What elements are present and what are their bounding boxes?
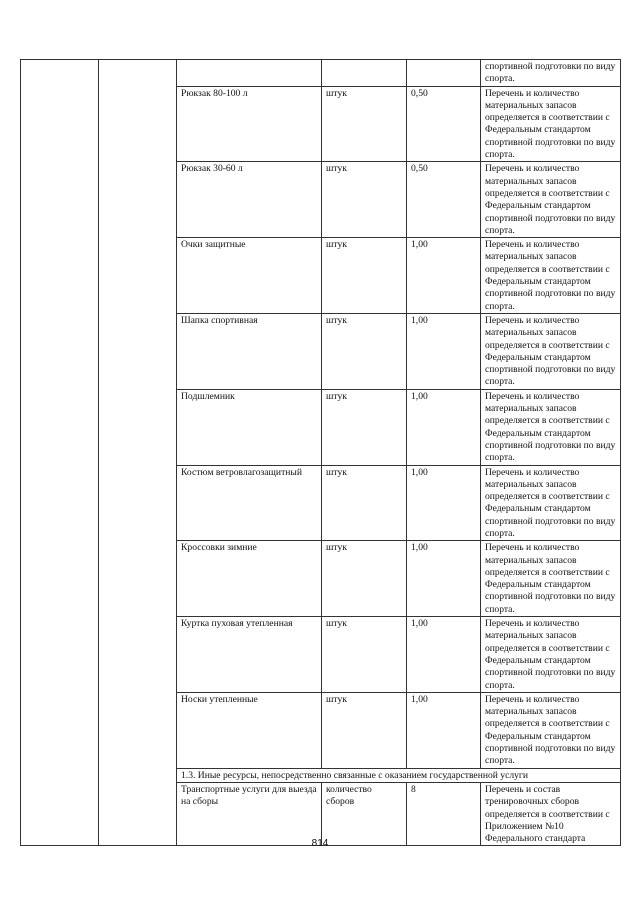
item-name-cell: Шапка спортивная (177, 313, 322, 389)
item-name-cell: Костюм ветровлагозащитный (177, 465, 322, 541)
item-name-cell: Кроссовки зимние (177, 541, 322, 617)
item-note-cell: Перечень и количество материальных запасов определяется в соответствии с Федеральным стандартом спортивной подготовки по виду спорта. (481, 617, 621, 693)
item-name-cell: Рюкзак 80-100 л (177, 86, 322, 162)
merged-cell-col2 (99, 60, 177, 846)
item-qty-cell: 1,00 (407, 692, 481, 768)
item-note-cell: Перечень и количество материальных запасов определяется в соответствии с Федеральным стандартом спортивной подготовки по виду спорта. (481, 162, 621, 238)
item-qty-cell: 0,50 (407, 86, 481, 162)
item-qty-cell: 1,00 (407, 617, 481, 693)
item-unit-cell: штук (322, 313, 407, 389)
item-unit-cell: количество сборов (322, 782, 407, 845)
resource-table-body (21, 60, 621, 846)
item-qty-cell: 1,00 (407, 313, 481, 389)
item-name-cell: Куртка пуховая утепленная (177, 617, 322, 693)
item-note-cell: Перечень и количество материальных запасов определяется в соответствии с Федеральным стандартом спортивной подготовки по виду спорта. (481, 389, 621, 465)
merged-cell-col1 (21, 60, 99, 846)
item-qty-cell (407, 60, 481, 87)
item-note-cell: Перечень и состав тренировочных сборов определяется в соответствии с Приложением №10 Федерального стандарта (481, 782, 621, 845)
item-note-cell: Перечень и количество материальных запасов определяется в соответствии с Федеральным стандартом спортивной подготовки по виду спорта. (481, 465, 621, 541)
table-row-continuation (21, 60, 621, 87)
item-unit-cell: штук (322, 86, 407, 162)
item-note-cell: спортивной подготовки по виду спорта. (481, 60, 621, 87)
resource-table (20, 59, 621, 846)
item-name-cell: Носки утепленные (177, 692, 322, 768)
item-unit-cell: штук (322, 465, 407, 541)
item-note-cell: Перечень и количество материальных запасов определяется в соответствии с Федеральным стандартом спортивной подготовки по виду спорта. (481, 692, 621, 768)
item-name-cell: Подшлемник (177, 389, 322, 465)
item-name-cell (177, 60, 322, 87)
item-unit-cell: штук (322, 238, 407, 314)
item-unit-cell: штук (322, 541, 407, 617)
item-qty-cell: 0,50 (407, 162, 481, 238)
item-note-cell: Перечень и количество материальных запасов определяется в соответствии с Федеральным стандартом спортивной подготовки по виду спорта. (481, 86, 621, 162)
item-note-cell: Перечень и количество материальных запасов определяется в соответствии с Федеральным стандартом спортивной подготовки по виду спорта. (481, 313, 621, 389)
section-heading: 1.3. Иные ресурсы, непосредственно связанные с оказанием государственной услуги (177, 768, 621, 782)
page-number: 814 (311, 838, 329, 849)
item-unit-cell: штук (322, 389, 407, 465)
item-unit-cell (322, 60, 407, 87)
item-qty-cell: 1,00 (407, 465, 481, 541)
item-note-cell: Перечень и количество материальных запасов определяется в соответствии с Федеральным стандартом спортивной подготовки по виду спорта. (481, 541, 621, 617)
item-qty-cell: 8 (407, 782, 481, 845)
item-unit-cell: штук (322, 162, 407, 238)
item-note-cell: Перечень и количество материальных запасов определяется в соответствии с Федеральным стандартом спортивной подготовки по виду спорта. (481, 238, 621, 314)
item-unit-cell: штук (322, 617, 407, 693)
item-name-cell: Рюкзак 30-60 л (177, 162, 322, 238)
item-qty-cell: 1,00 (407, 238, 481, 314)
item-name-cell: Транспортные услуги для выезда на сборы (177, 782, 322, 845)
item-unit-cell: штук (322, 692, 407, 768)
item-name-cell: Очки защитные (177, 238, 322, 314)
item-qty-cell: 1,00 (407, 389, 481, 465)
item-qty-cell: 1,00 (407, 541, 481, 617)
